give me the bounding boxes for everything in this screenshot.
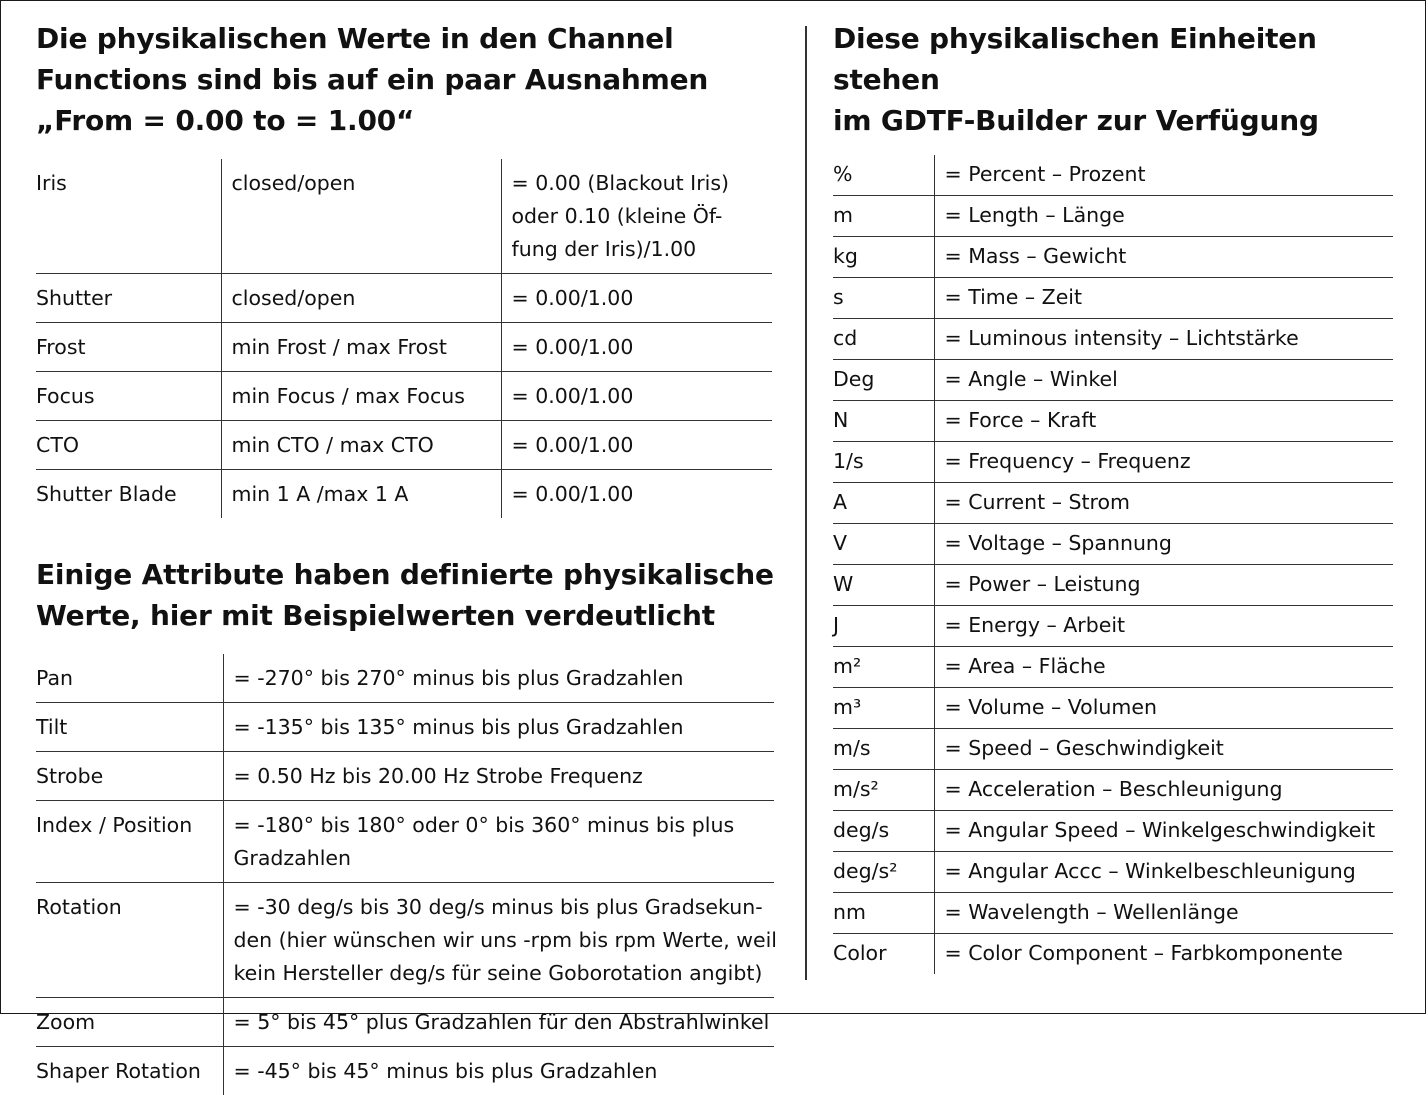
unit-symbol-cell: nm [833, 893, 934, 934]
table-row [36, 883, 774, 998]
table-row [36, 752, 774, 801]
unit-symbol-cell: m/s [833, 729, 934, 770]
value-cell [501, 470, 772, 519]
attribute-cell: Index / Position [36, 801, 223, 883]
unit-row [833, 237, 1393, 278]
unit-symbol-cell: A [833, 483, 934, 524]
heading-line: im GDTF-Builder zur Verfügung [833, 100, 1399, 141]
attribute-cell: Shaper Rotation [36, 1047, 223, 1095]
value-cell [501, 159, 772, 274]
value-cell-line: = -45° bis 45° minus bis plus Gradzahlen [234, 1055, 765, 1088]
unit-symbol-cell: m/s² [833, 770, 934, 811]
left-column [36, 18, 776, 1095]
unit-symbol-cell: m² [833, 647, 934, 688]
unit-symbol-cell: Deg [833, 360, 934, 401]
unit-symbol-cell: N [833, 401, 934, 442]
unit-row [833, 483, 1393, 524]
value-cell [223, 998, 774, 1047]
heading-line: Functions sind bis auf ein paar Ausnahmen [36, 59, 776, 100]
unit-row [833, 893, 1393, 934]
unit-symbol-cell: J [833, 606, 934, 647]
value-cell-line: fung der Iris)/1.00 [512, 233, 763, 266]
value-cell-line: = 0.00/1.00 [512, 429, 763, 462]
unit-meaning-cell: = Force – Kraft [934, 401, 1393, 442]
description-cell: closed/open [221, 274, 501, 323]
unit-meaning-cell: = Acceleration – Beschleunigung [934, 770, 1393, 811]
channel-functions-table [36, 159, 772, 518]
unit-meaning-cell: = Area – Fläche [934, 647, 1393, 688]
unit-row [833, 729, 1393, 770]
physical-values-table [36, 654, 774, 1095]
value-cell-line: = 0.00/1.00 [512, 331, 763, 364]
table-row [36, 274, 772, 323]
unit-symbol-cell: % [833, 155, 934, 196]
attribute-cell: Frost [36, 323, 221, 372]
channel-functions-heading [36, 18, 776, 141]
attribute-cell: Pan [36, 654, 223, 703]
table-row [36, 998, 774, 1047]
value-cell [223, 752, 774, 801]
unit-symbol-cell: deg/s [833, 811, 934, 852]
unit-meaning-cell: = Length – Länge [934, 196, 1393, 237]
unit-row [833, 565, 1393, 606]
unit-row [833, 770, 1393, 811]
value-cell [223, 654, 774, 703]
unit-row [833, 647, 1393, 688]
unit-row [833, 811, 1393, 852]
value-cell-line: oder 0.10 (kleine Öf- [512, 200, 763, 233]
unit-row [833, 360, 1393, 401]
value-cell-line: = 0.00/1.00 [512, 478, 763, 511]
value-cell [501, 372, 772, 421]
value-cell-line: = 5° bis 45° plus Gradzahlen für den Abstrahlwinkel [234, 1006, 765, 1039]
value-cell-line: = 0.00/1.00 [512, 380, 763, 413]
table-row [36, 801, 774, 883]
unit-symbol-cell: Color [833, 934, 934, 975]
unit-meaning-cell: = Luminous intensity – Lichtstärke [934, 319, 1393, 360]
table-row [36, 372, 772, 421]
unit-row [833, 196, 1393, 237]
attribute-cell: Shutter [36, 274, 221, 323]
attribute-cell: Tilt [36, 703, 223, 752]
value-cell-line: Gradzahlen [234, 842, 765, 875]
value-cell-line: = 0.00/1.00 [512, 282, 763, 315]
unit-row [833, 524, 1393, 565]
unit-symbol-cell: deg/s² [833, 852, 934, 893]
unit-meaning-cell: = Angular Accc – Winkelbeschleunigung [934, 852, 1393, 893]
heading-line: Diese physikalischen Einheiten stehen [833, 18, 1399, 100]
unit-meaning-cell: = Speed – Geschwindigkeit [934, 729, 1393, 770]
description-cell: min Frost / max Frost [221, 323, 501, 372]
unit-meaning-cell: = Color Component – Farbkomponente [934, 934, 1393, 975]
unit-row [833, 934, 1393, 975]
unit-symbol-cell: s [833, 278, 934, 319]
unit-symbol-cell: kg [833, 237, 934, 278]
attribute-cell: Strobe [36, 752, 223, 801]
unit-meaning-cell: = Energy – Arbeit [934, 606, 1393, 647]
physical-values-heading [36, 554, 776, 636]
unit-row [833, 606, 1393, 647]
unit-row [833, 688, 1393, 729]
unit-meaning-cell: = Current – Strom [934, 483, 1393, 524]
unit-symbol-cell: m³ [833, 688, 934, 729]
heading-line: Einige Attribute haben definierte physikalische [36, 554, 776, 595]
table-row [36, 654, 774, 703]
unit-row [833, 852, 1393, 893]
description-cell: closed/open [221, 159, 501, 274]
description-cell: min 1 A /max 1 A [221, 470, 501, 519]
table-row [36, 1047, 774, 1095]
units-table [833, 155, 1393, 974]
unit-meaning-cell: = Volume – Volumen [934, 688, 1393, 729]
table-row [36, 421, 772, 470]
value-cell-line: = 0.50 Hz bis 20.00 Hz Strobe Frequenz [234, 760, 765, 793]
value-cell-line: = -270° bis 270° minus bis plus Gradzahlen [234, 662, 765, 695]
unit-row [833, 155, 1393, 196]
value-cell-line: den (hier wünschen wir uns -rpm bis rpm Werte, weil [234, 924, 765, 957]
description-cell: min CTO / max CTO [221, 421, 501, 470]
attribute-cell: Focus [36, 372, 221, 421]
value-cell [223, 801, 774, 883]
heading-line: Die physikalischen Werte in den Channel [36, 18, 776, 59]
unit-row [833, 278, 1393, 319]
unit-symbol-cell: V [833, 524, 934, 565]
unit-meaning-cell: = Percent – Prozent [934, 155, 1393, 196]
attribute-cell: Rotation [36, 883, 223, 998]
table-row [36, 323, 772, 372]
unit-meaning-cell: = Angular Speed – Winkelgeschwindigkeit [934, 811, 1393, 852]
description-cell: min Focus / max Focus [221, 372, 501, 421]
unit-meaning-cell: = Wavelength – Wellenlänge [934, 893, 1393, 934]
heading-line: „From = 0.00 to = 1.00“ [36, 100, 776, 141]
unit-symbol-cell: W [833, 565, 934, 606]
unit-row [833, 401, 1393, 442]
attribute-cell: Zoom [36, 998, 223, 1047]
unit-symbol-cell: m [833, 196, 934, 237]
value-cell [501, 274, 772, 323]
unit-row [833, 319, 1393, 360]
right-column [833, 18, 1399, 974]
value-cell [223, 703, 774, 752]
value-cell-line: = -135° bis 135° minus bis plus Gradzahlen [234, 711, 765, 744]
attribute-cell: CTO [36, 421, 221, 470]
value-cell [223, 883, 774, 998]
unit-symbol-cell: 1/s [833, 442, 934, 483]
table-row [36, 470, 772, 519]
unit-symbol-cell: cd [833, 319, 934, 360]
unit-meaning-cell: = Power – Leistung [934, 565, 1393, 606]
table-row [36, 703, 774, 752]
unit-meaning-cell: = Angle – Winkel [934, 360, 1393, 401]
unit-row [833, 442, 1393, 483]
value-cell-line: kein Hersteller deg/s für seine Goborotation angibt) [234, 957, 765, 990]
value-cell [501, 421, 772, 470]
value-cell [223, 1047, 774, 1095]
heading-line: Werte, hier mit Beispielwerten verdeutlicht [36, 595, 776, 636]
unit-meaning-cell: = Frequency – Frequenz [934, 442, 1393, 483]
unit-meaning-cell: = Mass – Gewicht [934, 237, 1393, 278]
column-divider [805, 26, 807, 980]
attribute-cell: Iris [36, 159, 221, 274]
unit-meaning-cell: = Voltage – Spannung [934, 524, 1393, 565]
attribute-cell: Shutter Blade [36, 470, 221, 519]
unit-meaning-cell: = Time – Zeit [934, 278, 1393, 319]
value-cell-line: = -180° bis 180° oder 0° bis 360° minus bis plus [234, 809, 765, 842]
value-cell [501, 323, 772, 372]
units-heading [833, 18, 1399, 141]
table-row [36, 159, 772, 274]
value-cell-line: = -30 deg/s bis 30 deg/s minus bis plus Gradsekun- [234, 891, 765, 924]
value-cell-line: = 0.00 (Blackout Iris) [512, 167, 763, 200]
